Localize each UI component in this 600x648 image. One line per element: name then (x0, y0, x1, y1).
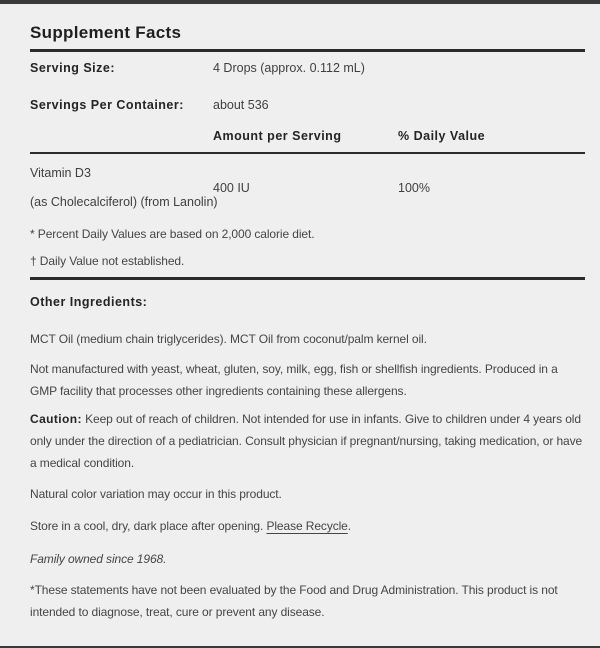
caution-paragraph (30, 408, 585, 474)
title-rule (30, 49, 585, 52)
storage-suffix: . (347, 518, 351, 533)
facts-header-row (30, 128, 585, 144)
please-recycle-text: Please Recycle (266, 518, 348, 533)
footnote-percent-daily-values: * Percent Daily Values are based on 2,000 calorie diet. (30, 227, 315, 241)
caution-label: Caution: (30, 411, 82, 426)
supplement-facts-title: Supplement Facts (30, 23, 182, 42)
nutrient-amount: 400 IU (213, 180, 250, 195)
nutrient-name-detail: (as Cholecalciferol) (from Lanolin) (30, 195, 218, 209)
label-content (30, 4, 585, 623)
family-owned-note: Family owned since 1968. (30, 551, 167, 566)
caution-text: Keep out of reach of children. Not intended for use in infants. Give to children under 4 years old only under the direction of a pediatrician. Consult physician if pregnant/nursing, taking medication, or have a medical condition. (30, 411, 583, 470)
storage-text: Store in a cool, dry, dark place after opening. (30, 518, 267, 533)
other-ingredients-text: MCT Oil (medium chain triglycerides). MCT Oil from coconut/palm kernel oil. (30, 331, 427, 346)
amount-per-serving-header: Amount per Serving (213, 129, 342, 143)
servings-per-container-row (30, 97, 585, 113)
servings-per-container-label: Servings Per Container: (30, 98, 184, 112)
color-variation-note: Natural color variation may occur in this product. (30, 486, 282, 501)
nutrient-name: Vitamin D3 (30, 166, 91, 180)
allergen-statement: Not manufactured with yeast, wheat, gluten, soy, milk, egg, fish or shellfish ingredients. Produced in a GMP facility that processes other ingredients containing these allergens. (30, 361, 558, 398)
daily-value-header: % Daily Value (398, 129, 486, 143)
nutrient-daily-value: 100% (398, 180, 430, 195)
footnote-daily-value-not-established: † Daily Value not established. (30, 254, 185, 268)
serving-size-label: Serving Size: (30, 61, 115, 75)
nutrient-row (30, 165, 585, 210)
nutrient-name-cell (30, 165, 218, 210)
fda-disclaimer: *These statements have not been evaluated by the Food and Drug Administration. This product is not intended to diagnose, treat, cure or prevent any disease. (30, 582, 558, 619)
other-ingredients-heading: Other Ingredients: (30, 294, 148, 309)
storage-note (30, 518, 585, 535)
header-rule (30, 152, 585, 154)
servings-per-container-value: about 536 (213, 98, 269, 112)
serving-size-row (30, 60, 585, 76)
serving-size-value: 4 Drops (approx. 0.112 mL) (213, 61, 365, 75)
section-rule (30, 277, 585, 280)
